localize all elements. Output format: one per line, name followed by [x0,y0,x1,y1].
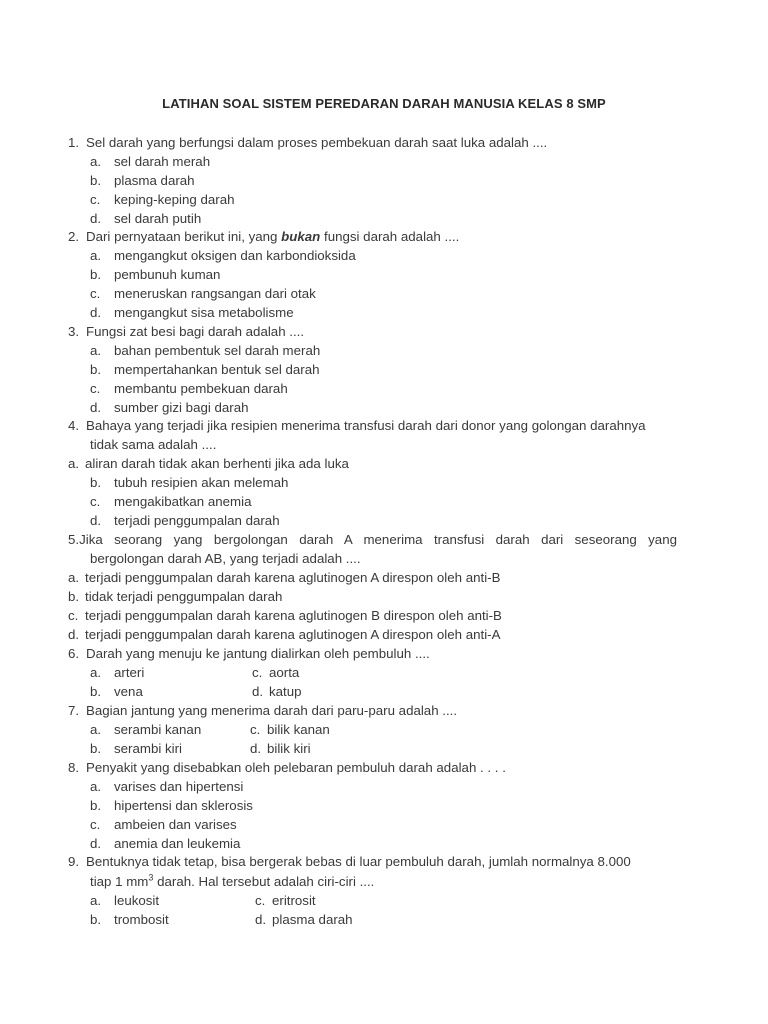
question-1: 1. Sel darah yang berfungsi dalam proses pembekuan darah saat luka adalah .... [68,135,548,150]
q1-option-d: d. sel darah putih [90,211,202,226]
q3-option-a: a. bahan pembentuk sel darah merah [90,343,321,358]
q6-option-c: c. aorta [252,665,300,680]
q7-option-d: d. bilik kiri [250,741,311,756]
q3-option-d: d. sumber gizi bagi darah [90,400,249,415]
q2-option-a: a. mengangkut oksigen dan karbondioksida [90,248,356,263]
q8-option-c: c. ambeien dan varises [90,817,237,832]
question-1-text: Sel darah yang berfungsi dalam proses pembekuan darah saat luka adalah .... [86,135,548,150]
q9-option-c: c. eritrosit [255,893,316,908]
superscript-3: 3 [148,872,154,883]
question-4-continued: tidak sama adalah .... [90,437,217,452]
emphasis-bukan: bukan [281,229,321,244]
q9-option-b: b. trombosit [90,912,169,927]
q5-option-d: d. terjadi penggumpalan darah karena aglutinogen A direspon oleh anti-A [68,627,501,642]
q8-option-b: b. hipertensi dan sklerosis [90,798,253,813]
q9-option-d: d. plasma darah [255,912,353,927]
q6-option-a: a. arteri [90,665,145,680]
q6-option-b: b. vena [90,684,143,699]
q4-option-a: a. aliran darah tidak akan berhenti jika ada luka [68,456,349,471]
q9-option-a: a. leukosit [90,893,160,908]
question-3: 3. Fungsi zat besi bagi darah adalah .... [68,324,305,339]
question-7: 7. Bagian jantung yang menerima darah dari paru-paru adalah .... [68,703,458,718]
q2-option-b: b. pembunuh kuman [90,267,221,282]
question-2: 2. Dari pernyataan berikut ini, yang bukan fungsi darah adalah .... [68,229,460,244]
q6-option-d: d. katup [252,684,302,699]
page-title: LATIHAN SOAL SISTEM PEREDARAN DARAH MANUSIA KELAS 8 SMP [162,96,606,111]
q5-option-b: b. tidak terjadi penggumpalan darah [68,589,283,604]
question-6: 6. Darah yang menuju ke jantung dialirkan oleh pembuluh .... [68,646,430,661]
question-5: 5.Jika seorang yang bergolongan darah A menerima transfusi darah dari seseorang yang [68,532,677,547]
q5-option-c: c. terjadi penggumpalan darah karena aglutinogen B direspon oleh anti-B [68,608,502,623]
q2-option-c: c. meneruskan rangsangan dari otak [90,286,316,301]
q7-option-c: c. bilik kanan [250,722,330,737]
question-8: 8. Penyakit yang disebabkan oleh pelebaran pembuluh darah adalah . . . . [68,760,506,775]
q4-option-d: d. terjadi penggumpalan darah [90,513,280,528]
q3-option-b: b. mempertahankan bentuk sel darah [90,362,320,377]
q7-option-a: a. serambi kanan [90,722,202,737]
question-9: 9. Bentuknya tidak tetap, bisa bergerak bebas di luar pembuluh darah, jumlah normalnya 8.000 [68,854,631,869]
q1-option-b: b. plasma darah [90,173,195,188]
q1-option-a: a. sel darah merah [90,154,211,169]
q4-option-b: b. tubuh resipien akan melemah [90,475,289,490]
q5-option-a: a. terjadi penggumpalan darah karena aglutinogen A direspon oleh anti-B [68,570,501,585]
q8-option-a: a. varises dan hipertensi [90,779,244,794]
q2-option-d: d. mengangkut sisa metabolisme [90,305,294,320]
q7-option-b: b. serambi kiri [90,741,182,756]
q8-option-d: d. anemia dan leukemia [90,836,241,851]
question-9-continued: tiap 1 $mm^3$ darah. Hal tersebut adalah ciri-ciri .... [90,872,375,889]
question-4: 4. Bahaya yang terjadi jika resipien menerima transfusi darah dari donor yang golongan darahnya [68,418,646,433]
q3-option-c: c. membantu pembekuan darah [90,381,288,396]
question-5-continued: bergolongan darah AB, yang terjadi adalah .... [90,551,361,566]
q1-option-c: c. keping-keping darah [90,192,235,207]
q4-option-c: c. mengakibatkan anemia [90,494,252,509]
